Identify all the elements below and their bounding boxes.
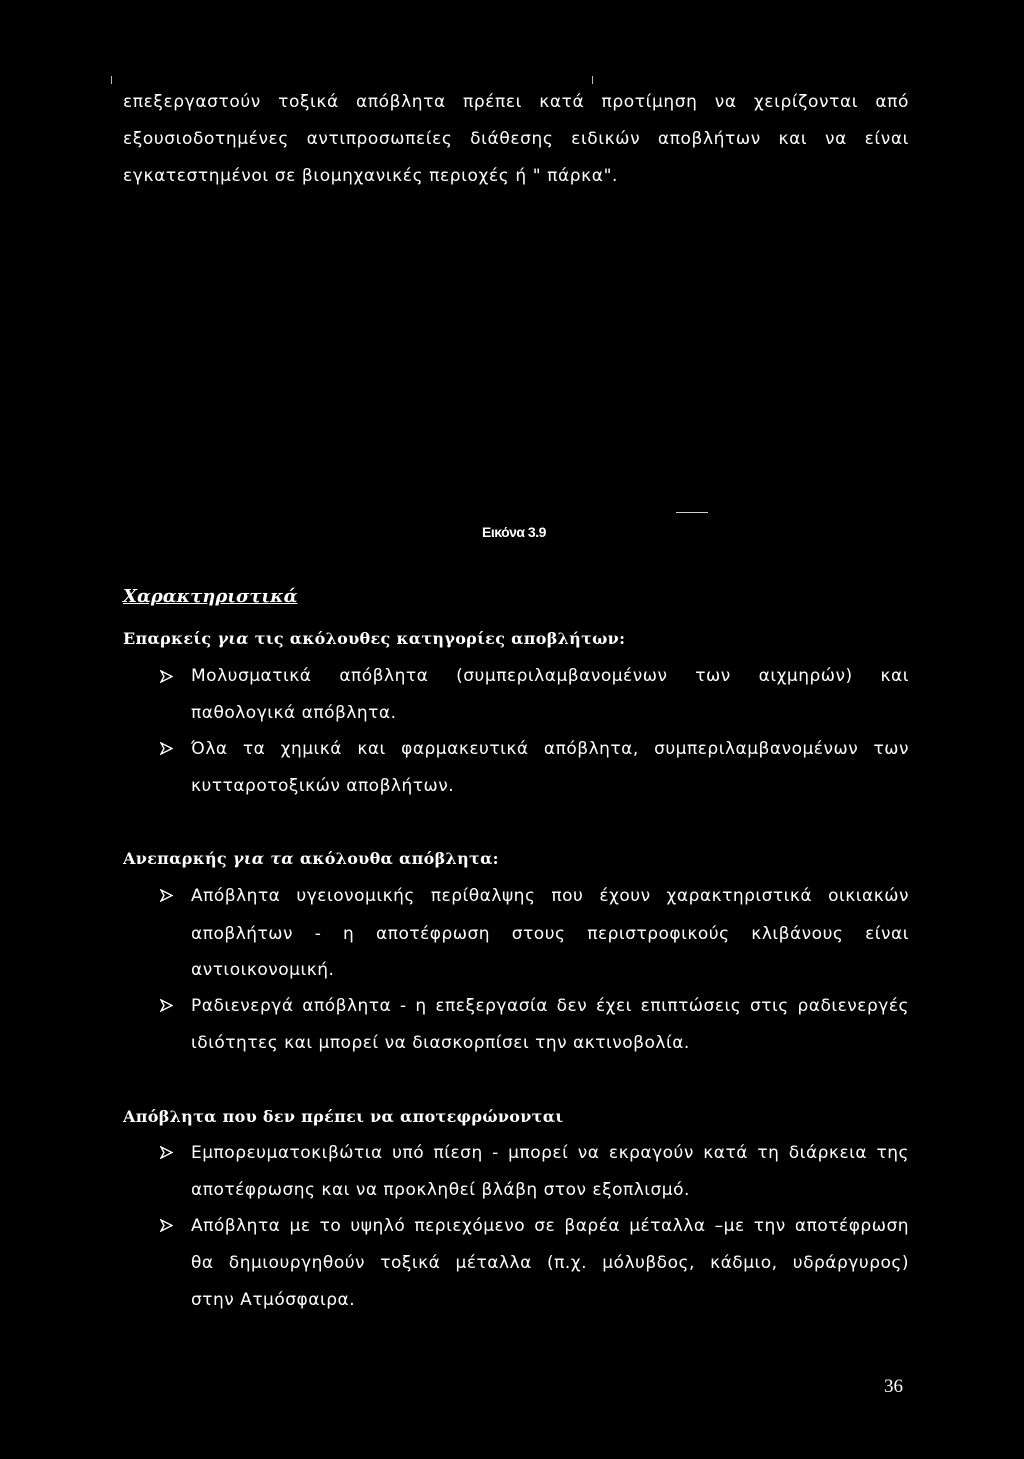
bullet-line: Ραδιενεργά απόβλητα - η επεξεργασία δεν έχει επιπτώσεις στις ραδιενεργές (191, 996, 909, 1016)
heading-text: Επαρκείς (123, 629, 212, 648)
bullet-line: Απόβλητα υγειονομικής περίθαλψης που έχουν χαρακτηριστικά οικιακών (191, 886, 909, 906)
figure-rule (676, 512, 708, 513)
arrow-bullet-icon (160, 1219, 173, 1232)
page-number: 36 (884, 1376, 903, 1397)
bullet-line: αποβλήτων - η αποτέφρωση στους περιστροφικούς κλιβάνους είναι (191, 924, 909, 944)
bullet-line: Εμπορευματοκιβώτια υπό πίεση - μπορεί να εκραγούν κατά τη διάρκεια της (191, 1143, 909, 1163)
bullet-line: παθολογικά απόβλητα. (191, 703, 397, 723)
arrow-bullet-icon (160, 999, 173, 1012)
bullet-line: ιδιότητες και μπορεί να διασκορπίσει την ακτινοβολία. (191, 1033, 690, 1053)
heading-text: Απόβλητα που δεν πρέπει να αποτεφρώνονται (123, 1107, 564, 1126)
bullet-line: αποτέφρωσης και να προκληθεί βλάβη στον εξοπλισμό. (191, 1180, 690, 1200)
heading-text-italic: για τα (232, 849, 294, 868)
figure-caption: Εικόνα 3.9 (482, 524, 546, 540)
intro-line: επεξεργαστούν τοξικά απόβλητα πρέπει κατά προτίμηση να χειρίζονται από (123, 92, 909, 112)
bullet-line: στην Ατμόσφαιρα. (191, 1290, 356, 1310)
arrow-bullet-icon (160, 670, 173, 683)
heading-text: τις ακόλουθες κατηγορίες αποβλήτων: (254, 629, 626, 648)
heading-text: Ανεπαρκής (123, 849, 227, 868)
bullet-line: Όλα τα χημικά και φαρμακευτικά απόβλητα, συμπεριλαμβανομένων των (191, 739, 909, 759)
section-title: Χαρακτηριστικά (123, 586, 298, 607)
heading-text: ακόλουθα απόβλητα: (299, 849, 499, 868)
group-heading-adequate (123, 629, 625, 648)
scan-mark-left (111, 76, 112, 84)
bullet-line: κυτταροτοξικών αποβλήτων. (191, 776, 455, 796)
bullet-line: Μολυσματικά απόβλητα (συμπεριλαμβανομένων των αιχμηρών) και (191, 666, 909, 686)
group-heading-inadequate (123, 849, 499, 868)
arrow-bullet-icon (160, 742, 173, 755)
arrow-bullet-icon (160, 889, 173, 902)
heading-text-italic: για (217, 629, 249, 648)
arrow-bullet-icon (160, 1146, 173, 1159)
group-heading-not-incinerated (123, 1107, 563, 1126)
intro-line: εγκατεστημένοι σε βιομηχανικές περιοχές ή " πάρκα". (123, 166, 619, 186)
bullet-line: θα δημιουργηθούν τοξικά μέταλλα (π.χ. μόλυβδος, κάδμιο, υδράργυρος) (191, 1253, 909, 1273)
intro-line: εξουσιοδοτημένες αντιπροσωπείες διάθεσης ειδικών αποβλήτων και να είναι (123, 129, 909, 149)
bullet-line: αντιοικονομική. (191, 960, 335, 980)
bullet-line: Απόβλητα με το υψηλό περιεχόμενο σε βαρέα μέταλλα –με την αποτέφρωση (191, 1216, 909, 1236)
scan-mark-center (592, 76, 593, 84)
